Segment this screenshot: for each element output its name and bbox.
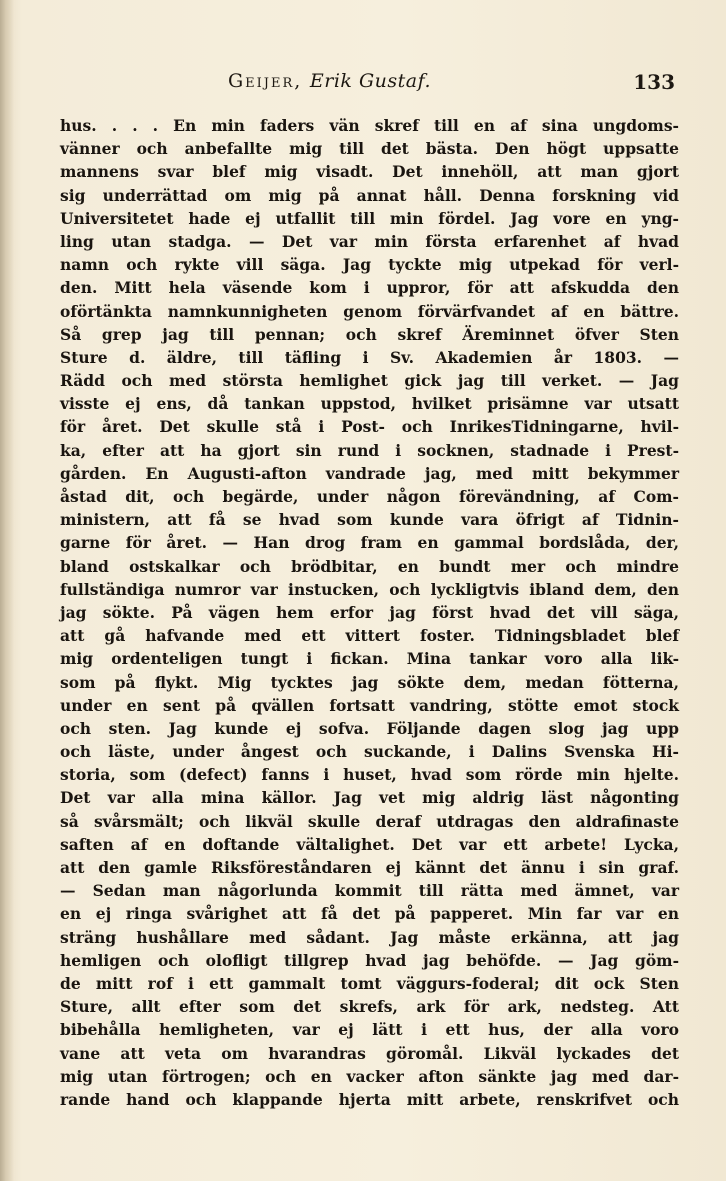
text-line: — Sedan man någorlunda kommit till rätta med ämnet, var [60,881,679,901]
text-line: mig utan förtrogen; och en vacker afton sänkte jag med dar- [60,1066,679,1086]
text-line: saften af en doftande vältalighet. Det var ett arbete! Lycka, [60,834,679,854]
text-line: vänner och anbefallte mig till det bästa. Den högt uppsatte [60,139,679,159]
text-line: hus. . . . En min faders vän skref till en af sina ungdoms- [60,116,679,135]
text-line: sträng hushållare med sådant. Jag måste erkänna, att jag [60,927,679,947]
text-line: Rädd och med största hemlighet gick jag till verket. — Jag [60,371,679,391]
text-line: sig underrättad om mig på annat håll. Denna forskning vid [60,185,679,205]
page-number: 133 [633,70,675,94]
text-line: Så grep jag till pennan; och skref Äreminnet öfver Sten [60,324,679,344]
text-line: mannens svar blef mig visadt. Det innehöll, att man gjort [60,162,679,182]
text-line: vane att veta om hvarandras göromål. Likväl lyckades det [60,1043,679,1063]
text-line: för året. Det skulle stå i Post- och InrikesTidningarne, hvil- [60,417,679,437]
text-line: och läste, under ångest och suckande, i Dalins Svenska Hi- [60,742,679,762]
text-line: storia, som (defect) fanns i huset, hvad som rörde min hjelte. [60,765,679,785]
text-line: fullständiga numror var instucken, och lyckligtvis ibland dem, den [60,579,679,599]
text-line: visste ej ens, då tankan uppstod, hvilket prisämne var utsatt [60,394,679,414]
text-line: namn och rykte vill säga. Jag tyckte mig utpekad för verl- [60,255,679,275]
text-line: att den gamle Riksföreståndaren ej kännt det ännu i sin graf. [60,858,679,877]
text-line: rande hand och klappande hjerta mitt arbete, renskrifvet och [60,1089,679,1109]
text-line: ka, efter att ha gjort sin rund i socknen, stadnade i Prest- [60,440,679,460]
text-line: ling utan stadga. — Det var min första erfarenhet af hvad [60,231,679,251]
text-line: så svårsmält; och likväl skulle deraf utdragas den aldrafinaste [60,811,679,831]
text-line: de mitt rof i ett gammalt tomt väggurs-foderal; dit ock Sten [60,973,679,993]
text-line: garne för året. — Han drog fram en gammal bordslåda, der, [60,533,679,553]
page-gutter-shadow [0,0,14,1181]
running-head [60,70,675,102]
text-line: och sten. Jag kunde ej sofva. Följande dagen slog jag upp [60,718,679,738]
text-line: gården. En Augusti-afton vandrade jag, med mitt bekymmer [60,463,679,483]
text-line: Det var alla mina källor. Jag vet mig aldrig läst någonting [60,788,679,808]
text-line: mig ordenteligen tungt i fickan. Mina tankar voro alla lik- [60,649,679,669]
running-head-author: Geijer, [228,70,303,92]
running-head-title [228,70,431,92]
body-text [60,114,679,1111]
text-line: Sture, allt efter som det skrefs, ark för ark, nedsteg. Att [60,997,679,1017]
text-line: den. Mitt hela väsende kom i uppror, för att afskudda den [60,278,679,298]
text-line: bland ostskalkar och brödbitar, en bundt mer och mindre [60,556,679,576]
text-line: bibehålla hemligheten, var ej lätt i ett hus, der alla voro [60,1020,679,1040]
text-line: som på flykt. Mig tycktes jag sökte dem, medan fötterna, [60,672,679,692]
text-line: Sture d. äldre, till täfling i Sv. Akademien år 1803. — [60,347,679,367]
text-line: en ej ringa svårighet att få det på papperet. Min far var en [60,904,679,924]
text-line: ministern, att få se hvad som kunde vara öfrigt af Tidnin- [60,510,679,530]
text-line: Universitetet hade ej utfallit till min fördel. Jag vore en yng- [60,208,679,228]
text-line: oförtänkta namnkunnigheten genom förvärfvandet af en bättre. [60,301,679,321]
running-head-work: Erik Gustaf. [309,70,431,92]
text-line: jag sökte. På vägen hem erfor jag först hvad det vill säga, [60,602,679,622]
text-line: under en sent på qvällen fortsatt vandring, stötte emot stock [60,695,679,715]
text-line: åstad dit, och begärde, under någon förevändning, af Com- [60,487,679,506]
text-line: hemligen och olofligt tillgrep hvad jag behöfde. — Jag göm- [60,950,679,970]
text-line: att gå hafvande med ett vittert foster. Tidningsbladet blef [60,626,679,646]
